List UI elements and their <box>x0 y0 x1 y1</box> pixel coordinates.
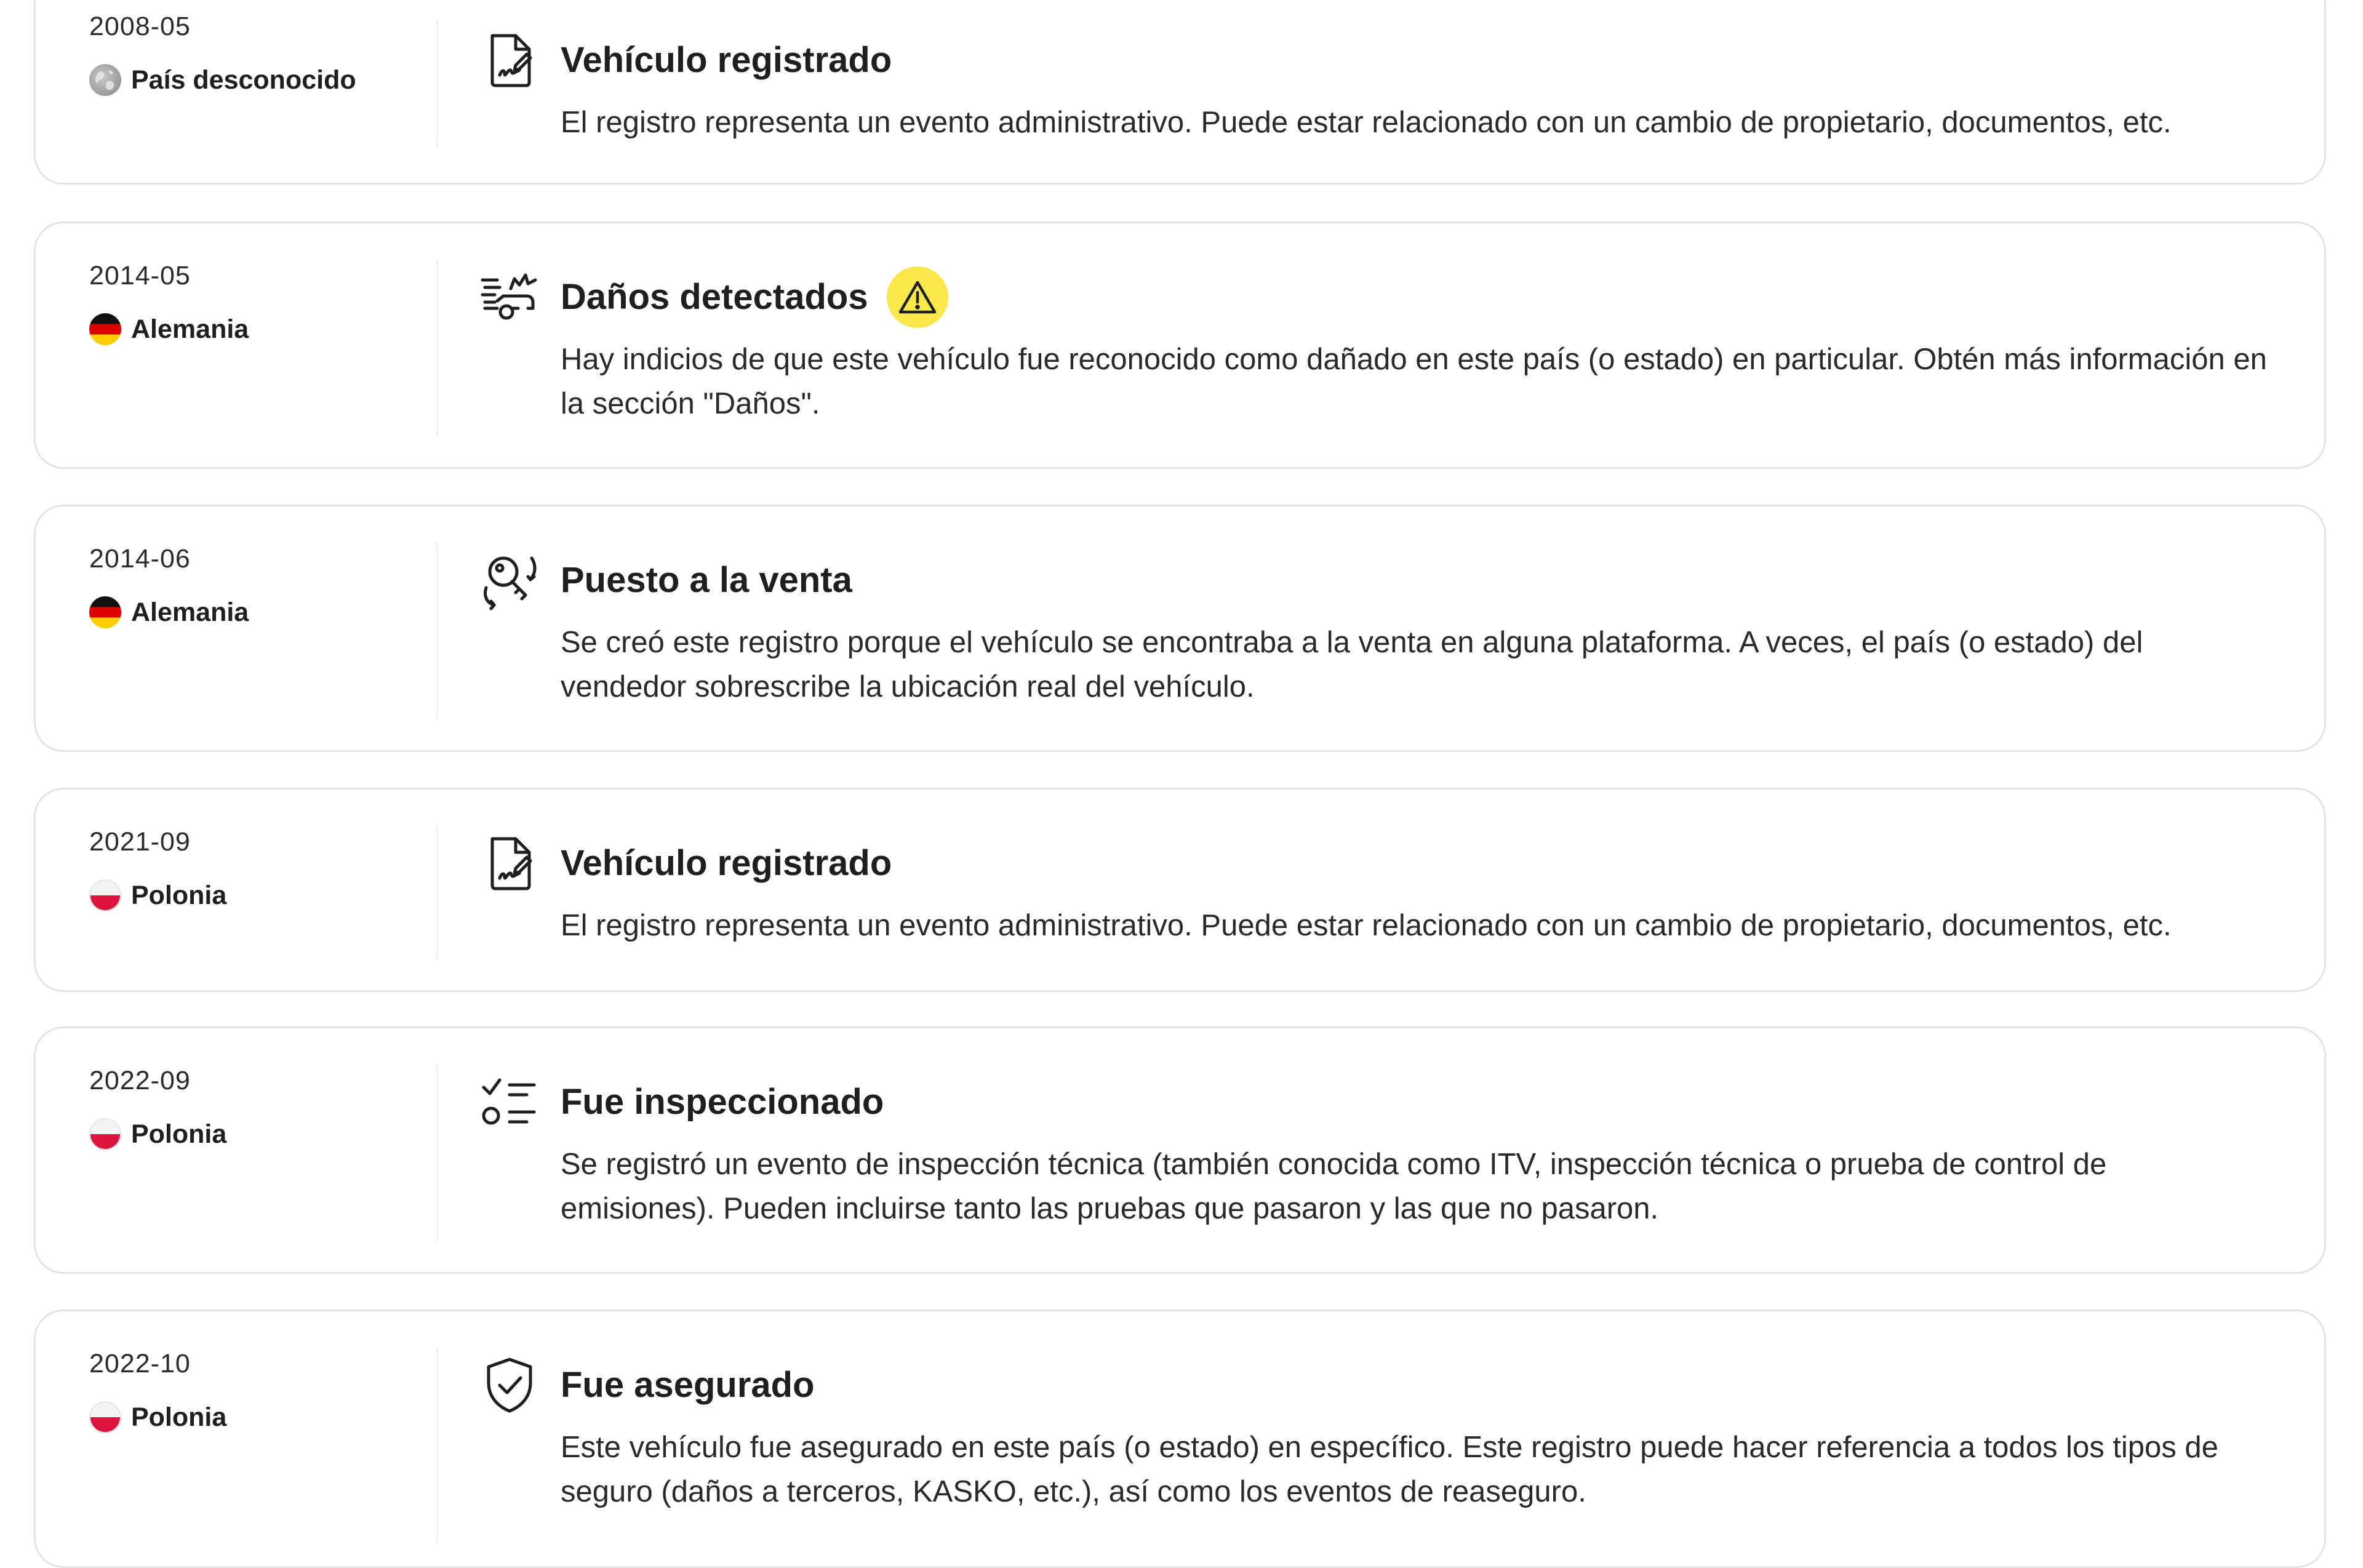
shield-check-icon <box>479 1354 540 1416</box>
event-description: Se registró un evento de inspección técnica (también conocida como ITV, inspección técnica o prueba de control de emisiones). Pueden incluirse tanto las pruebas que pasaron y las que no pasaron. <box>561 1148 2107 1225</box>
event-country <box>89 63 397 97</box>
event-date: 2014-05 <box>89 261 191 290</box>
warning-triangle-icon <box>898 278 937 317</box>
column-divider <box>436 259 438 436</box>
country-name: Alemania <box>131 598 249 627</box>
timeline-event-card <box>34 1310 2326 1568</box>
column-divider <box>436 825 438 959</box>
event-title: Vehículo registrado <box>561 40 892 80</box>
column-divider <box>436 1347 438 1544</box>
document-signature-icon <box>479 833 540 894</box>
timeline-event-card <box>34 505 2326 752</box>
event-title: Vehículo registrado <box>561 843 892 883</box>
poland-flag-icon <box>89 1118 121 1150</box>
event-description: Este vehículo fue asegurado en este país (o estado) en específico. Este registro puede hacer referencia a todos los tipos de seguro (daños a terceros, KASKO, etc.), así como los eventos de reaseguro. <box>561 1431 2218 1508</box>
poland-flag-icon <box>89 1401 121 1433</box>
event-title: Puesto a la venta <box>561 560 852 600</box>
country-name: Polonia <box>131 1119 227 1149</box>
timeline-event-card <box>34 222 2326 469</box>
globe-icon <box>89 64 121 96</box>
event-description: Hay indicios de que este vehículo fue reconocido como dañado en este país (o estado) en particular. Obtén más información en la sección "Daños". <box>561 343 2267 420</box>
poland-flag-icon <box>89 879 121 911</box>
country-name: Polonia <box>131 881 227 910</box>
event-title: Fue asegurado <box>561 1365 815 1405</box>
event-date: 2014-06 <box>89 544 191 574</box>
warning-badge <box>887 266 948 328</box>
event-country <box>89 1117 397 1151</box>
event-country <box>89 595 397 630</box>
event-title: Daños detectados <box>561 277 868 317</box>
document-signature-icon <box>479 30 540 91</box>
column-divider <box>436 20 438 146</box>
checklist-icon <box>479 1071 540 1133</box>
timeline-event-card <box>34 1026 2326 1274</box>
event-country <box>89 312 397 346</box>
event-description: Se creó este registro porque el vehículo se encontraba a la venta en alguna plataforma. A veces, el país (o estado) del vendedor sobrescribe la ubicación real del vehículo. <box>561 626 2143 703</box>
event-date: 2021-09 <box>89 827 191 857</box>
timeline-event-card <box>34 0 2326 185</box>
event-description: El registro representa un evento administrativo. Puede estar relacionado con un cambio de propietario, documentos, etc. <box>561 909 2172 942</box>
country-name: Polonia <box>131 1402 227 1432</box>
event-date: 2022-09 <box>89 1066 191 1095</box>
event-date: 2022-10 <box>89 1349 191 1378</box>
germany-flag-icon <box>89 313 121 345</box>
country-name: Alemania <box>131 314 249 344</box>
event-country <box>89 1400 397 1434</box>
event-title: Fue inspeccionado <box>561 1082 884 1122</box>
timeline-event-card <box>34 788 2326 992</box>
country-name: País desconocido <box>131 65 356 95</box>
germany-flag-icon <box>89 596 121 628</box>
key-exchange-icon <box>479 550 540 611</box>
event-country <box>89 878 397 913</box>
car-crash-icon <box>479 266 540 328</box>
event-description: El registro representa un evento administrativo. Puede estar relacionado con un cambio de propietario, documentos, etc. <box>561 106 2172 139</box>
column-divider <box>436 1064 438 1241</box>
column-divider <box>436 542 438 719</box>
event-date: 2008-05 <box>89 12 191 41</box>
